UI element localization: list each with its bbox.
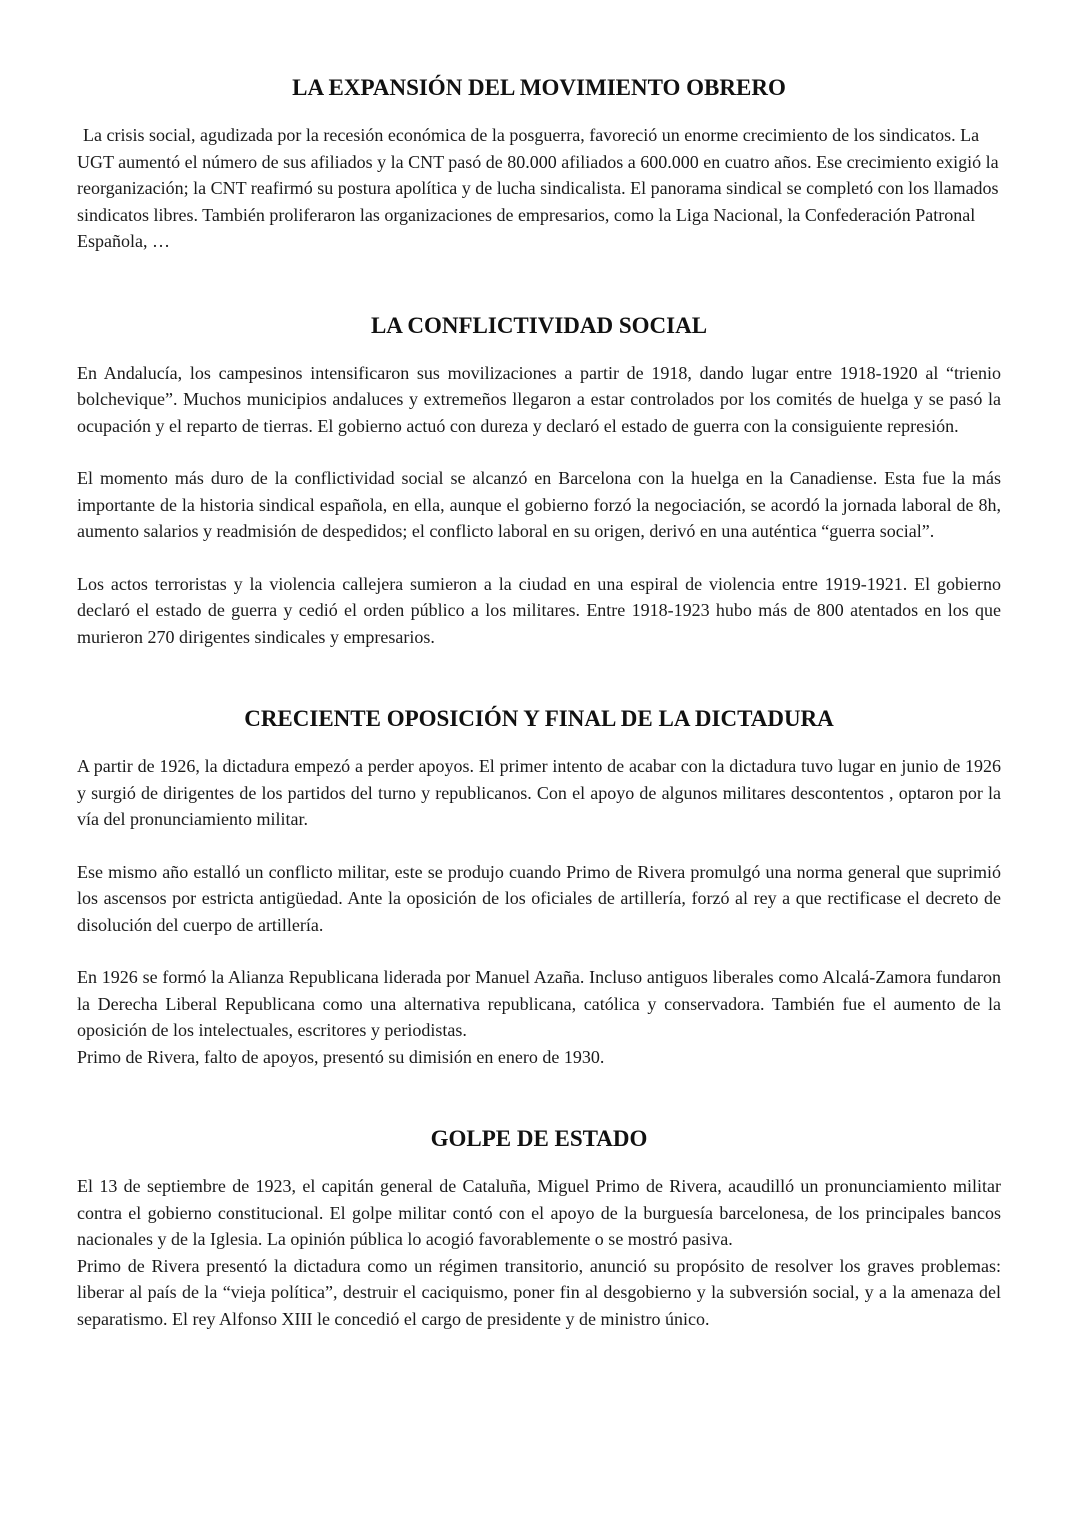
section-creciente-oposicion [77,704,1001,1070]
document-page [77,73,1001,1332]
paragraph: El 13 de septiembre de 1923, el capitán general de Cataluña, Miguel Primo de Rivera, acaudilló un pronunciamiento militar contra el gobierno constitucional. El golpe militar contó con el apoyo de la burguesía barcelonesa, de los principales bancos nacionales y de la Iglesia. La opinión pública lo acogió favorablemente o se mostró pasiva. [77,1176,1001,1249]
section-heading: GOLPE DE ESTADO [430,1126,648,1151]
section-golpe-de-estado [77,1124,1001,1332]
paragraph: En Andalucía, los campesinos intensificaron sus movilizaciones a partir de 1918, dando lugar entre 1918-1920 al “trienio bolchevique”. Muchos municipios andaluces y extremeños llegaron a estar controlados por los comités de huelga y se pasó la ocupación y el reparto de tierras. El gobierno actuó con dureza y declaró el estado de guerra con la consiguiente represión. [77,362,1001,436]
section-heading: LA CONFLICTIVIDAD SOCIAL [370,312,708,338]
paragraph: En 1926 se formó la Alianza Republicana liderada por Manuel Azaña. Incluso antiguos liberales como Alcalá-Zamora fundaron la Derecha Liberal Republicana como una alternativa republicana, católica y conservadora. También fue el aumento de la oposición de los intelectuales, escritores y periodistas. [77,967,1001,1040]
section-conflictividad-social [77,311,1001,651]
section-heading: LA EXPANSIÓN DEL MOVIMIENTO OBRERO [292,75,786,100]
section-heading: CRECIENTE OPOSICIÓN Y FINAL DE LA DICTADURA [244,706,834,731]
paragraph: La crisis social, agudizada por la recesión económica de la posguerra, favoreció un enorme crecimiento de los sindicatos. La UGT aumentó el número de sus afiliados y la CNT pasó de 80.000 afiliados a 600.000 en cuatro años. Ese crecimiento exigió la reorganización; la CNT reafirmó su postura apolítica y de lucha sindicalista. El panorama sindical se completó con los llamados sindicatos libres. También proliferaron las organizaciones de empresarios, como la Liga Nacional, la Confederación Patronal Española, … [77,125,999,251]
paragraph: Los actos terroristas y la violencia callejera sumieron a la ciudad en una espiral de violencia entre 1919-1921. El gobierno declaró el estado de guerra y cedió el orden público a los militares. Entre 1918-1923 hubo más de 800 atentados en los que murieron 270 dirigentes sindicales y empresarios. [77,573,1001,647]
paragraph: Ese mismo año estalló un conflicto militar, este se produjo cuando Primo de Rivera promulgó una norma general que suprimió los ascensos por estricta antigüedad. Ante la oposición de los oficiales de artillería, forzó al rey a que rectificase el decreto de disolución del cuerpo de artillería. [77,861,1001,935]
section-expansion-movimiento-obrero [77,73,1001,255]
paragraph: Primo de Rivera presentó la dictadura como un régimen transitorio, anunció su propósito de resolver los graves problemas: liberar al país de la “vieja política”, destruir el caciquismo, poner fin al desgobierno y la subversión social, y a la amenaza del separatismo. El rey Alfonso XIII le concedió el cargo de presidente y de ministro único. [77,1255,1001,1329]
paragraph: A partir de 1926, la dictadura empezó a perder apoyos. El primer intento de acabar con la dictadura tuvo lugar en junio de 1926 y surgió de dirigentes de los partidos del turno y republicanos. Con el apoyo de algunos militares descontentos , optaron por la vía del pronunciamiento militar. [77,756,1001,829]
paragraph: Primo de Rivera, falto de apoyos, presentó su dimisión en enero de 1930. [77,1046,605,1067]
paragraph: El momento más duro de la conflictividad social se alcanzó en Barcelona con la huelga en la Canadiense. Esta fue la más importante de la historia sindical española, en ella, aunque el gobierno forzó la negociación, se acordó la jornada laboral de 8h, aumento salarios y readmisión de despedidos; el conflicto laboral en su origen, derivó en una auténtica “guerra social”. [77,468,1001,541]
